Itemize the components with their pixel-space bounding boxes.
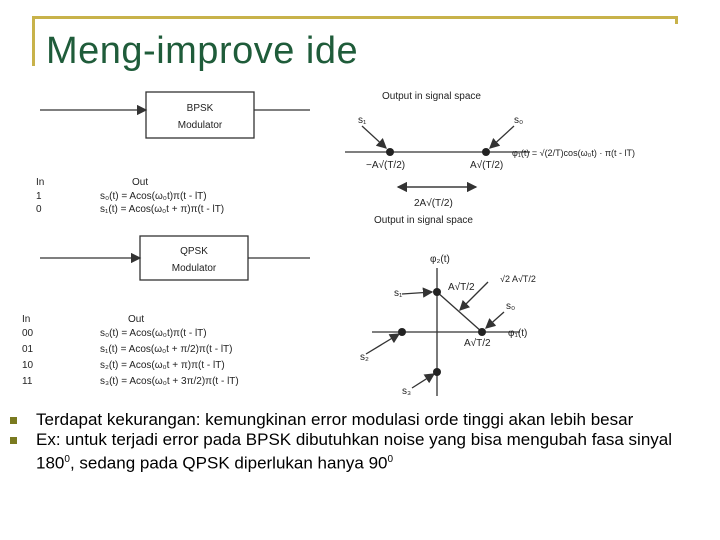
bullet-list	[10, 410, 710, 474]
qpsk-in-value-1: 01	[22, 344, 34, 355]
bpsk-modulator-block	[146, 92, 254, 138]
bullet-item	[10, 410, 710, 430]
slide-title: Meng-improve ide	[46, 30, 359, 72]
bpsk-out-formula-0: s₀(t) = Acos(ω₀t)π(t - lT)	[100, 191, 207, 202]
bullet-superscript: 0	[387, 454, 394, 465]
qpsk-out-formula-1: s₁(t) = Acos(ω₀t + π/2)π(t - lT)	[100, 344, 233, 355]
bpsk-out-formula-1: s₁(t) = Acos(ω₀t + π)π(t - lT)	[100, 204, 225, 215]
qpsk-out-formula-3: s₃(t) = Acos(ω₀t + 3π/2)π(t - lT)	[100, 376, 239, 387]
bullet-square-icon	[10, 437, 17, 444]
qpsk-s3-arrow	[412, 374, 434, 388]
bullet-text-part: , sedang pada QPSK diperlukan hanya 90	[69, 453, 388, 473]
bpsk-in-value-1: 0	[36, 204, 42, 215]
qpsk-coord-right: A√T/2	[464, 338, 491, 349]
bpsk-in-value-0: 1	[36, 191, 42, 202]
bpsk-s1-label: s₁	[358, 115, 367, 126]
title-frame-right	[675, 16, 678, 24]
bullet-superscript: 0	[64, 454, 70, 465]
bpsk-s0-label: s₀	[514, 115, 524, 126]
bullet-item	[10, 430, 710, 474]
qpsk-point-s1	[433, 288, 441, 296]
qpsk-point-s2	[398, 328, 406, 336]
qpsk-phi2-label: φ₂(t)	[430, 254, 450, 265]
qpsk-phi1-label: φ₁(t)	[508, 328, 528, 339]
qpsk-s0-s1-line	[437, 292, 482, 332]
bpsk-basis-label: φ₁(t) = √(2/T)cos(ω₀t) · π(t - lT)	[512, 148, 636, 158]
qpsk-out-formula-0: s₀(t) = Acos(ω₀t)π(t - lT)	[100, 328, 207, 339]
bpsk-s0-arrow	[490, 126, 514, 148]
qpsk-in-value-3: 11	[22, 376, 33, 387]
bpsk-pos-coord: A√(T/2)	[470, 160, 504, 171]
qpsk-coord-upper: A√T/2	[448, 282, 475, 293]
qpsk-s0-arrow	[486, 312, 504, 328]
bpsk-point-s1	[386, 148, 394, 156]
title-frame-top	[32, 16, 678, 19]
qpsk-s3-label: s₃	[402, 386, 412, 397]
bpsk-block-label-2: Modulator	[177, 120, 223, 131]
bpsk-distance-label: 2A√(T/2)	[414, 198, 453, 209]
bpsk-in-label: In	[36, 177, 45, 188]
title-frame-left	[32, 16, 35, 66]
bpsk-s1-arrow	[362, 126, 386, 148]
qpsk-s2-label: s₂	[360, 352, 369, 363]
bpsk-neg-coord: −A√(T/2)	[366, 160, 406, 171]
qpsk-s1-label: s₁	[394, 288, 403, 299]
modulation-figure	[0, 80, 720, 410]
qpsk-s1-arrow	[402, 292, 432, 294]
qpsk-in-value-2: 10	[22, 360, 34, 371]
qpsk-out-formula-2: s₂(t) = Acos(ω₀t + π)π(t - lT)	[100, 360, 225, 371]
bpsk-space-label: Output in signal space	[382, 91, 481, 102]
bpsk-out-label: Out	[132, 177, 149, 188]
qpsk-block-label-1: QPSK	[180, 246, 208, 257]
bullet-text: Terdapat kekurangan: kemungkinan error modulasi orde tinggi akan lebih besar	[36, 410, 634, 429]
qpsk-point-s3	[433, 368, 441, 376]
bullet-square-icon	[10, 417, 17, 424]
qpsk-s0-label: s₀	[506, 301, 516, 312]
qpsk-s2-arrow	[366, 334, 399, 354]
qpsk-block-label-2: Modulator	[171, 263, 217, 274]
qpsk-out-label: Out	[128, 314, 145, 325]
bpsk-block-label-1: BPSK	[186, 103, 214, 114]
bpsk-point-s0	[482, 148, 490, 156]
qpsk-space-label: Output in signal space	[374, 215, 473, 226]
bullet-text-part: Ex: untuk terjadi error pada BPSK dibutuhkan noise yang bisa mengubah fasa sinyal 180	[36, 430, 673, 473]
qpsk-distance-label: √2 A√T/2	[500, 274, 536, 284]
qpsk-in-label: In	[22, 314, 31, 325]
qpsk-point-s0	[478, 328, 486, 336]
qpsk-in-value-0: 00	[22, 328, 34, 339]
